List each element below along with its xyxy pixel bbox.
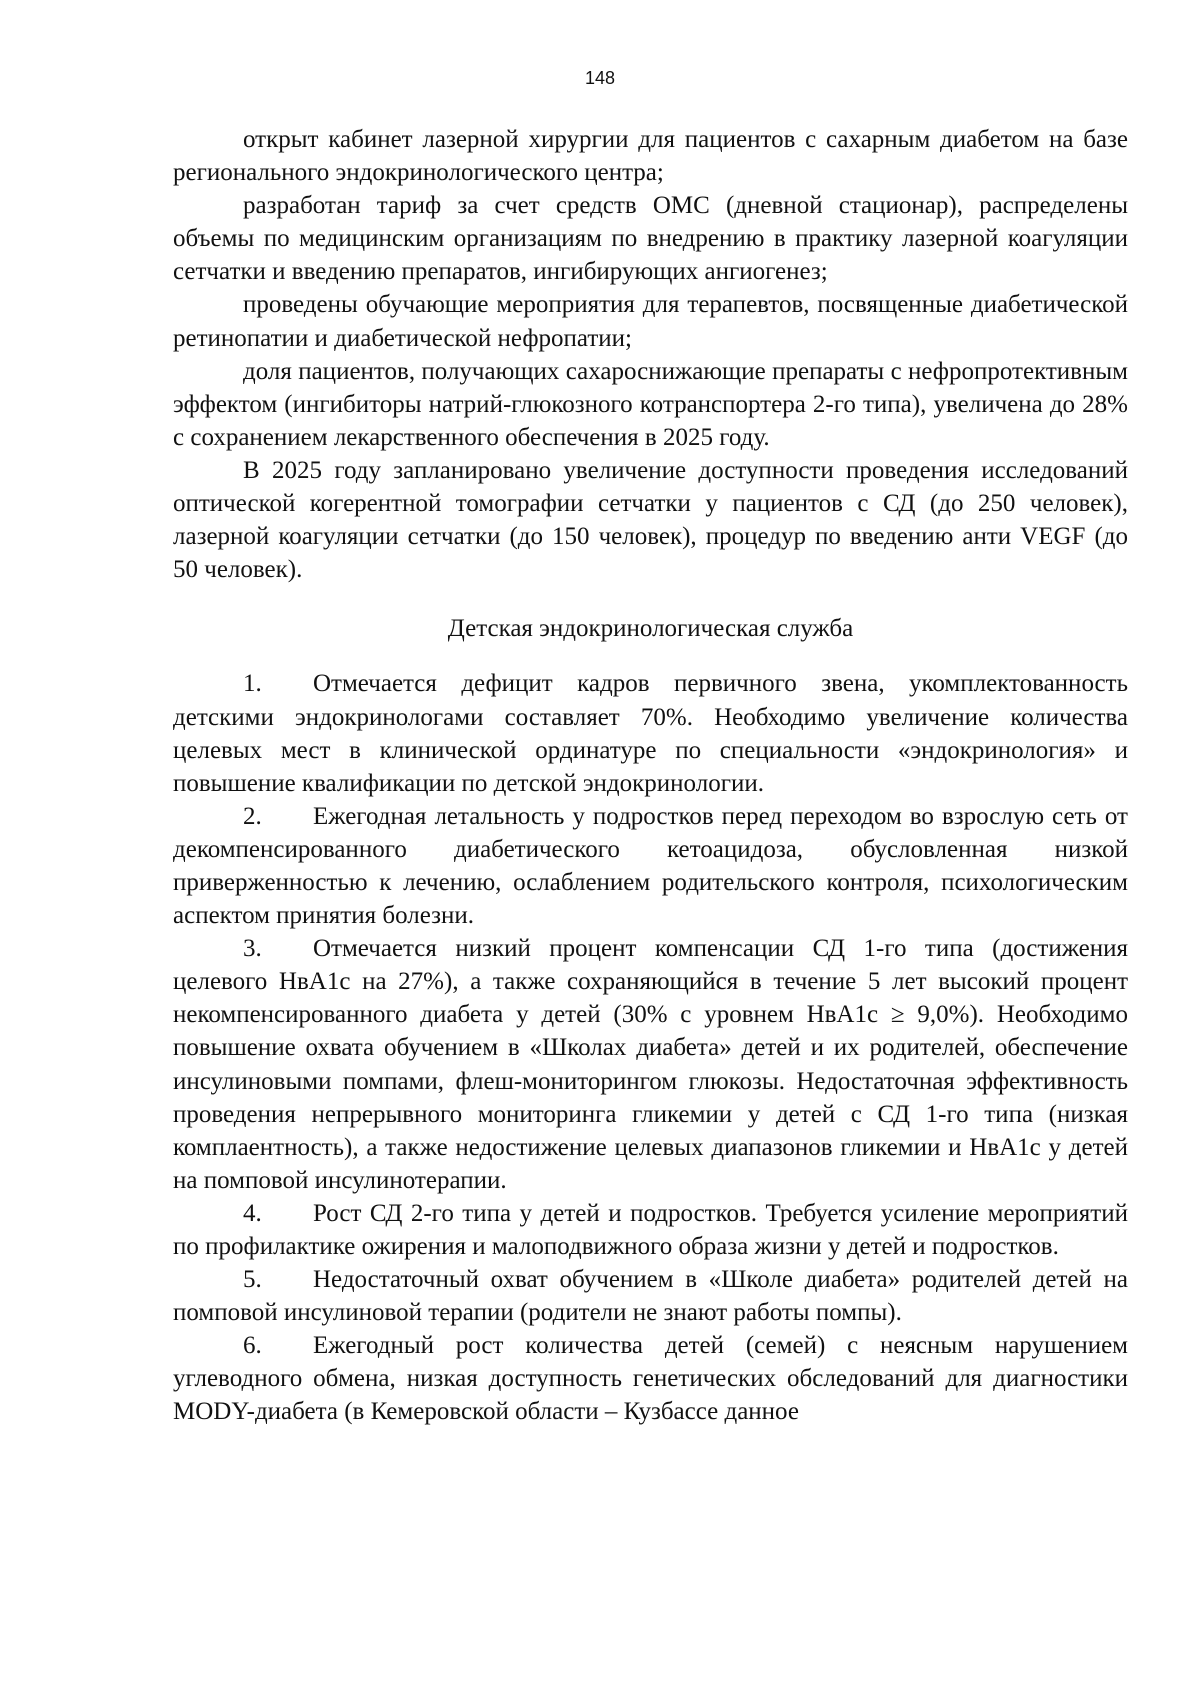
numbered-item: [173, 667, 1128, 799]
item-text: Рост СД 2-го типа у детей и подростков. Требуется усиление мероприятий по профилактике ожирения и малоподвижного образа жизни у детей и подростков.: [173, 1199, 1128, 1260]
section-heading: Детская эндокринологическая служба: [447, 615, 854, 643]
paragraph: проведены обучающие мероприятия для терапевтов, посвященные диабетической ретинопатии и диабетической нефропатии;: [173, 291, 1128, 352]
numbered-item: [173, 1263, 1128, 1329]
numbered-item: [173, 1329, 1128, 1428]
paragraph: открыт кабинет лазерной хирургии для пациентов с сахарным диабетом на базе регионального эндокринологического центра;: [173, 126, 1128, 187]
item-text: Ежегодная летальность у подростков перед переходом во взрослую сеть от декомпенсированного диабетического кетоацидоза, обусловленная низкой приверженностью к лечению, ослаблением родительского контроля, психологическим аспектом принятия болезни.: [173, 802, 1128, 930]
item-number: 6.: [243, 1332, 262, 1360]
item-text: Отмечается низкий процент компенсации СД 1-го типа (достижения целевого НвА1с на 27%), а также сохраняющийся в течение 5 лет высокий процент некомпенсированного диабета у детей (30% с уровнем НвА1с ≥ 9,0%). Необходимо повышение охвата обучением в «Школах диабета» детей и их родителей, обеспечение инсулиновыми помпами, флеш-мониторингом глюкозы. Недостаточная эффективность проведения непрерывного мониторинга гликемии у детей с СД 1-го типа (низкая комплаентность), а также недостижение целевых диапазонов гликемии и НвА1с у детей на помповой инсулинотерапии.: [173, 935, 1128, 1194]
item-number: 2.: [243, 802, 262, 830]
item-number: 4.: [243, 1199, 262, 1227]
item-text: Ежегодный рост количества детей (семей) с неясным нарушением углеводного обмена, низкая доступность генетических обследований для диагностики MODY-диабета (в Кемеровской области – Кузбассе данное: [173, 1332, 1128, 1426]
item-text: Недостаточный охват обучением в «Школе диабета» родителей детей на помповой инсулиновой терапии (родители не знают работы помпы).: [173, 1266, 1128, 1327]
item-number: 1.: [243, 670, 262, 698]
item-text: Отмечается дефицит кадров первичного звена, укомплектованность детскими эндокринологами составляет 70%. Необходимо увеличение количества целевых мест в клинической ординатуре по специальности «эндокринология» и повышение квалификации по детской эндокринологии.: [173, 670, 1128, 797]
page-number: 148: [584, 68, 616, 88]
item-number: 3.: [243, 935, 262, 963]
paragraph: В 2025 году запланировано увеличение доступности проведения исследований оптической когерентной томографии сетчатки у пациентов с СД (до 250 человек), лазерной коагуляции сетчатки (до 150 человек), процедур по введению анти VEGF (до 50 человек).: [173, 456, 1128, 584]
paragraph: доля пациентов, получающих сахароснижающие препараты с нефропротективным эффектом (ингибиторы натрий-глюкозного котранспортера 2-го типа), увеличена до 28% с сохранением лекарственного обеспечения в 2025 году.: [173, 357, 1128, 451]
numbered-item: [173, 1197, 1128, 1263]
item-number: 5.: [243, 1266, 262, 1294]
paragraph: разработан тариф за счет средств ОМС (дневной стационар), распределены объемы по медицинским организациям по внедрению в практику лазерной коагуляции сетчатки и введению препаратов, ингибирующих ангиогенез;: [173, 192, 1128, 286]
document-body: [173, 123, 1128, 1429]
numbered-item: [173, 800, 1128, 932]
numbered-item: [173, 932, 1128, 1197]
